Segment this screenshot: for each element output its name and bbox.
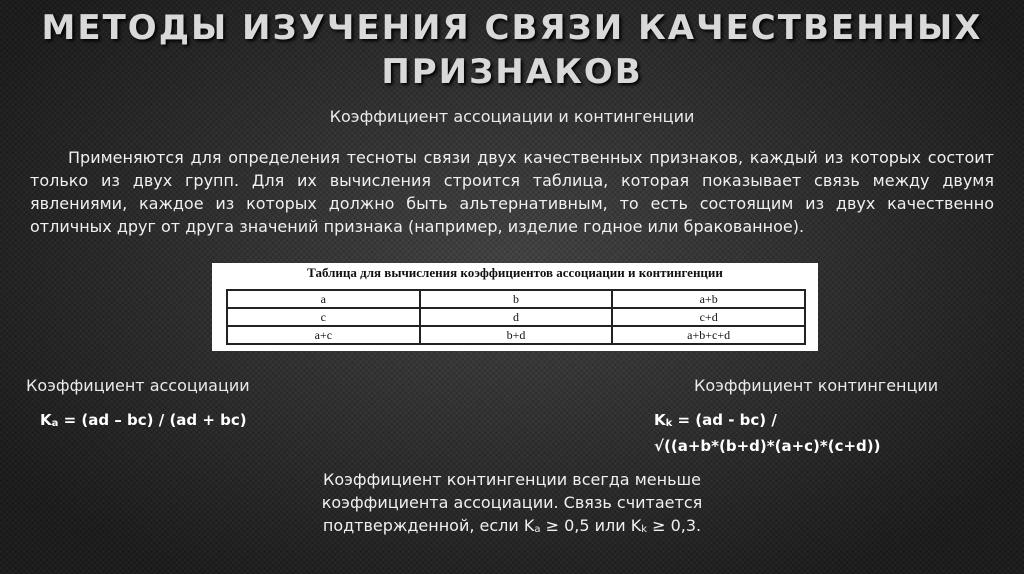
table-row [227,326,805,344]
association-label: Коэффициент ассоциации [26,376,250,395]
table-cell: a [227,290,420,308]
table-cell: b+d [420,326,613,344]
table-cell: a+c [227,326,420,344]
table-cell: c [227,308,420,326]
association-formula: Ka = (ad – bc) / (ad + bc) [40,411,247,429]
table-cell: c+d [612,308,805,326]
table-row [227,290,805,308]
table-row [227,308,805,326]
coefficients-table-figure [212,263,818,351]
slide-subtitle: Коэффициент ассоциации и контингенции [329,107,695,126]
table-cell: a+b+c+d [612,326,805,344]
slide-title: МЕТОДЫ ИЗУЧЕНИЯ СВЯЗИ КАЧЕСТВЕННЫХ ПРИЗНАКОВ [41,8,983,92]
conclusion-text: Коэффициент контингенции всегда меньше коэффициента ассоциации. Связь считается подтвержденной, если Ka ≥ 0,5 или Kk ≥ 0,3. [321,470,703,535]
contingency-label: Коэффициент контингенции [694,376,939,395]
contingency-formula: Kk = (ad - bc) / √((a+b*(b+d)*(a+c)*(c+d)) [654,411,881,455]
table-cell: b [420,290,613,308]
table-caption: Таблица для вычисления коэффициентов ассоциации и контингенции [307,265,723,280]
table-cell: d [420,308,613,326]
table-cell: a+b [612,290,805,308]
description-paragraph: Применяются для определения тесноты связи двух качественных признаков, каждый из которых состоит только из двух групп. Для их вычисления строится таблица, которая показывает связь между двумя явлениями, каждое из которых должно быть альтернативным, то есть состоящим из двух качественно отличных друг от друга значений признака (например, изделие годное или бракованное). [30,148,994,236]
contingency-table [226,289,806,345]
